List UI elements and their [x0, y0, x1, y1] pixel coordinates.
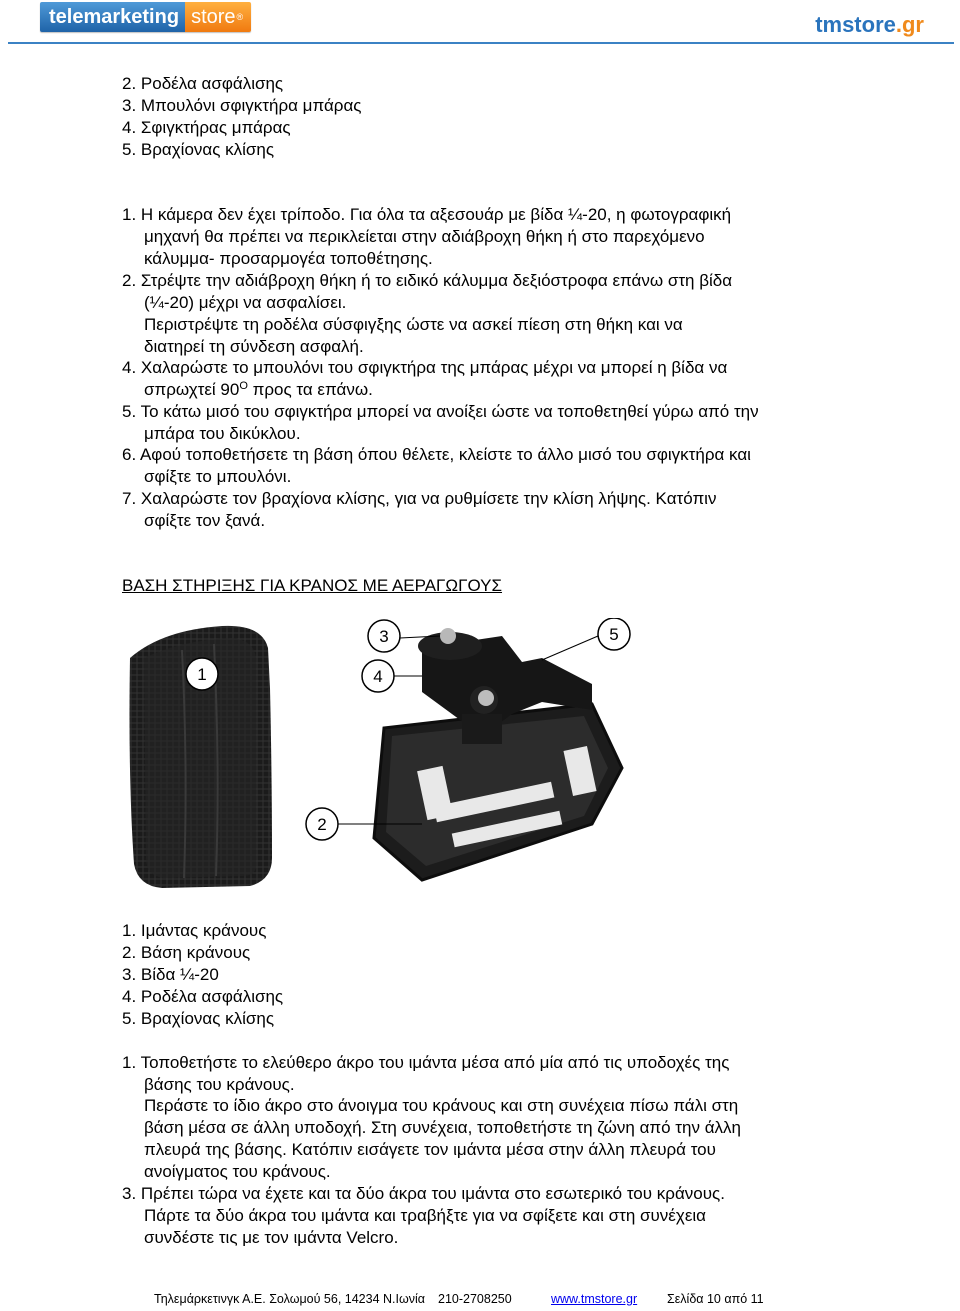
callout-4	[362, 660, 422, 692]
paragraph-line: 2. Στρέψτε την αδιάβροχη θήκη ή το ειδικό κάλυμμα δεξιόστροφα επάνω στη βίδα	[122, 271, 733, 290]
paragraph-line: σπρωχτεί $90^O$ προς τα επάνω.	[144, 380, 373, 399]
paragraph-line: 6. Αφού τοποθετήσετε τη βάση όπου θέλετε, κλείστε το άλλο μισό του σφιγκτήρα και	[122, 445, 751, 464]
logo-text-telemarketing: telemarketing	[40, 2, 185, 32]
step-line: 1. Τοποθετήστε το ελεύθερο άκρο του ιμάντα μέσα από μία από τις υποδοχές της	[122, 1053, 730, 1072]
helmet-mount-figure	[122, 618, 642, 900]
paragraph-line: διατηρεί τη σύνδεση ασφαλή.	[144, 337, 364, 356]
svg-text:1: 1	[197, 665, 207, 684]
svg-text:5: 5	[609, 625, 619, 644]
svg-text:3: 3	[379, 627, 389, 646]
paragraph-line: 4. Χαλαρώστε το μπουλόνι του σφιγκτήρα της μπάρας μέχρι να μπορεί η βίδα να	[122, 358, 728, 377]
paragraph-line: σφίξτε το μπουλόνι.	[144, 467, 292, 486]
telemarketing-store-logo	[40, 2, 251, 32]
parts-list-item: 3. Βίδα ¼-20	[122, 965, 219, 984]
callout-5	[542, 618, 630, 660]
logo-text-store: store®	[185, 2, 251, 32]
parts-list-item: 4. Ροδέλα ασφάλισης	[122, 987, 284, 1006]
paragraph-line: σφίξτε τον ξανά.	[144, 511, 266, 530]
step-line: 3. Πρέπει τώρα να έχετε και τα δύο άκρα του ιμάντα στο εσωτερικό του κράνους.	[122, 1184, 725, 1203]
callout-1	[186, 658, 218, 690]
step-line: βάσης του κράνους.	[144, 1075, 295, 1094]
list-item: 5. Βραχίονας κλίσης	[122, 140, 275, 159]
section-heading: ΒΑΣΗ ΣΤΗΡΙΞΗΣ ΓΙΑ ΚΡΑΝΟΣ ΜΕ ΑΕΡΑΓΩΓΟΥΣ	[122, 576, 503, 595]
paragraph-line: Περιστρέψτε τη ροδέλα σύσφιγξης ώστε να ασκεί πίεση στη θήκη και να	[144, 315, 683, 334]
paragraph-line: 7. Χαλαρώστε τον βραχίονα κλίσης, για να ρυθμίσετε την κλίση λήψης. Κατόπιν	[122, 489, 717, 508]
paragraph-line: μηχανή θα πρέπει να περικλείεται στην αδιάβροχη θήκη ή στο παρεχόμενο	[144, 227, 705, 246]
list-item: 2. Ροδέλα ασφάλισης	[122, 74, 284, 93]
header-divider	[8, 42, 954, 44]
page-header	[0, 0, 960, 44]
helmet-mount-illustration	[122, 618, 642, 900]
step-line: βάση μέσα σε άλλη υποδοχή. Στη συνέχεια, τοποθετήστε τη ζώνη από την άλλη	[144, 1118, 741, 1137]
parts-list-item: 5. Βραχίονας κλίσης	[122, 1009, 275, 1028]
step-line: συνδέστε τις με τον ιμάντα Velcro.	[144, 1228, 399, 1247]
footer-phone: 210-2708250	[438, 1292, 512, 1306]
parts-list-item: 2. Βάση κράνους	[122, 943, 251, 962]
step-line: ανοίγματος του κράνους.	[144, 1162, 331, 1181]
footer-website-link[interactable]: www.tmstore.gr	[551, 1292, 638, 1306]
step-line: Πάρτε τα δύο άκρα του ιμάντα και τραβήξτε για να σφίξετε και στη συνέχεια	[144, 1206, 706, 1225]
paragraph-line: 5. Το κάτω μισό του σφιγκτήρα μπορεί να ανοίξει ώστε να τοποθετηθεί γύρω από την	[122, 402, 759, 421]
paragraph-line: 1. Η κάμερα δεν έχει τρίποδο. Για όλα τα αξεσουάρ με βίδα ¼-20, η φωτογραφική	[122, 205, 732, 224]
svg-text:4: 4	[373, 667, 383, 686]
tmstore-logo: tmstore.gr	[815, 12, 924, 37]
svg-text:2: 2	[317, 815, 327, 834]
footer-company: Τηλεμάρκετινγκ Α.Ε. Σολωμού 56, 14234 Ν.Ιωνία	[154, 1292, 425, 1306]
footer-page-number: Σελίδα 10 από 11	[667, 1292, 764, 1306]
step-line: πλευρά της βάσης. Κατόπιν εισάγετε τον ιμάντα μέσα στην άλλη πλευρά του	[144, 1140, 716, 1159]
list-item: 4. Σφιγκτήρας μπάρας	[122, 118, 291, 137]
list-item: 3. Μπουλόνι σφιγκτήρα μπάρας	[122, 96, 362, 115]
paragraph-line: (¼-20) μέχρι να ασφαλίσει.	[144, 293, 347, 312]
parts-list-item: 1. Ιμάντας κράνους	[122, 921, 267, 940]
paragraph-line: κάλυμμα- προσαρμογέα τοποθέτησης.	[144, 249, 433, 268]
step-line: Περάστε το ίδιο άκρο στο άνοιγμα του κράνους και στη συνέχεια πίσω πάλι στη	[144, 1096, 739, 1115]
paragraph-line: μπάρα του δικύκλου.	[144, 424, 301, 443]
